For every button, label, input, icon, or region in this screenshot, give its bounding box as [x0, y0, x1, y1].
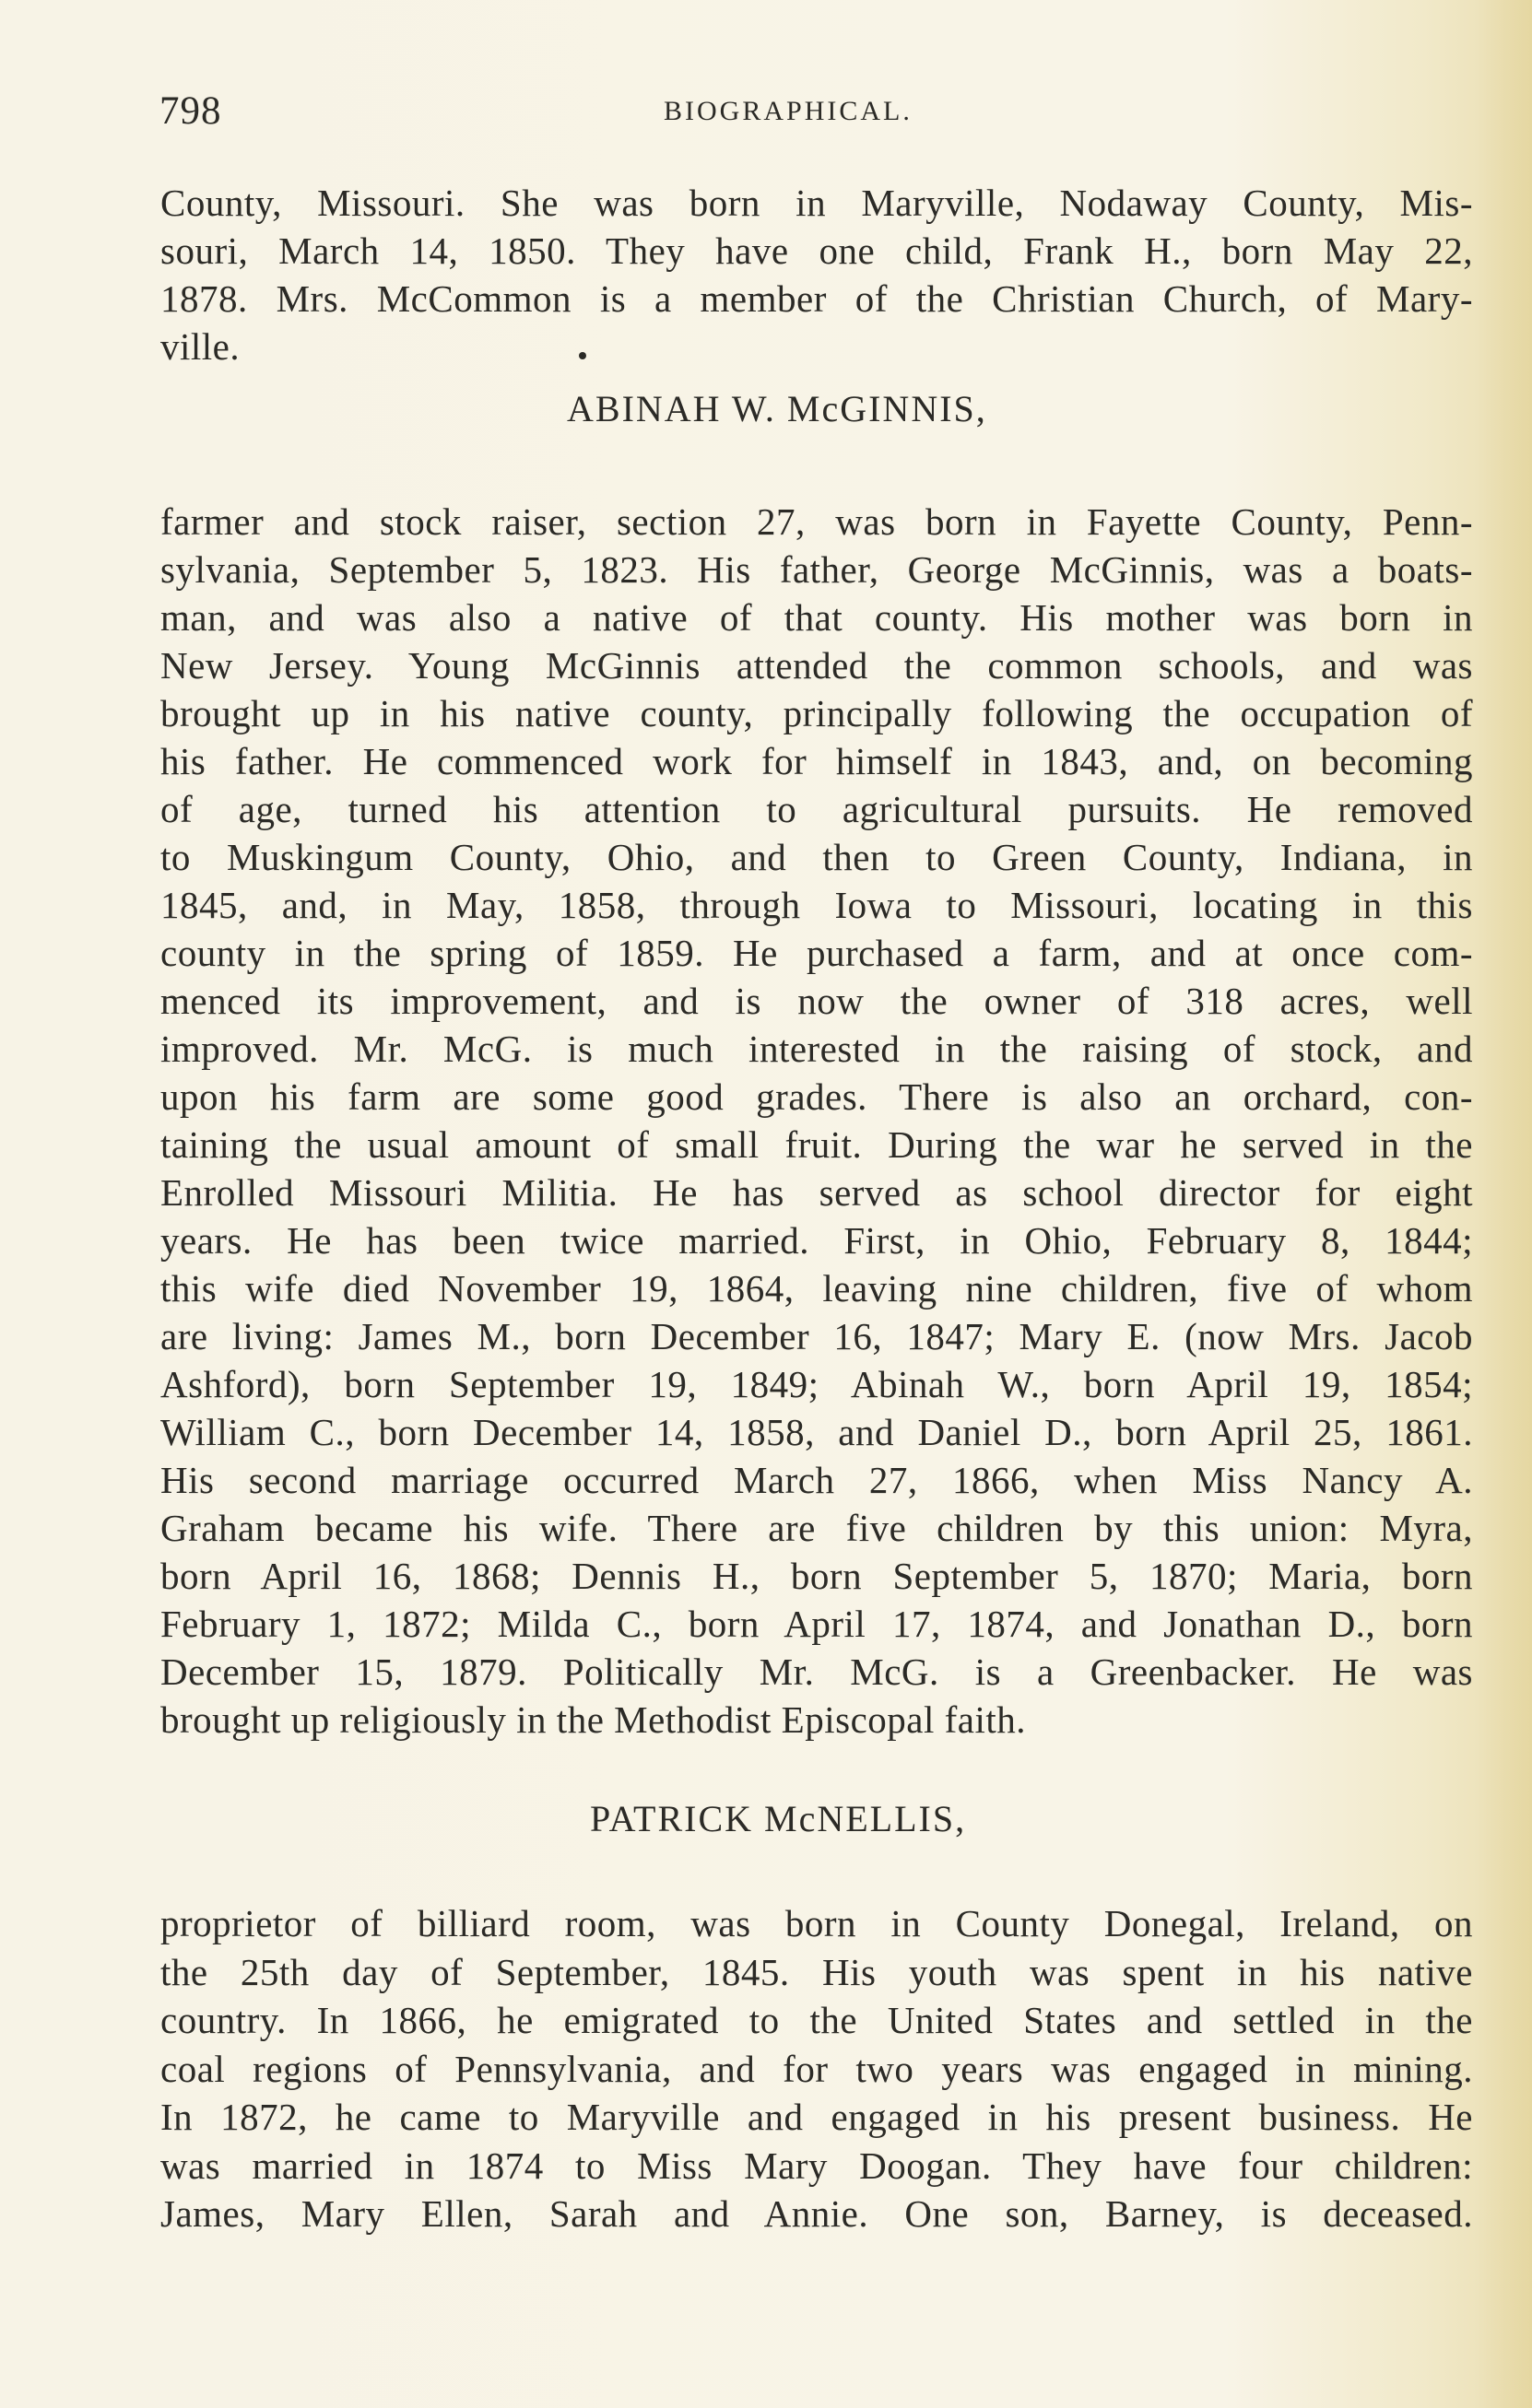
text-line: February 1, 1872; Milda C., born April 17, 1874, and Jonathan D., born — [160, 1603, 1473, 1645]
text-line: 1878. Mrs. McCommon is a member of the Christian Church, of Mary- — [160, 277, 1473, 320]
page-number: 798 — [159, 89, 222, 133]
text-line: years. He has been twice married. First, in Ohio, February 8, 1844; — [160, 1219, 1473, 1262]
text-line: to Muskingum County, Ohio, and then to Green County, Indiana, in — [160, 836, 1473, 878]
text-line: the 25th day of September, 1845. His youth was spent in his native — [160, 1950, 1473, 1993]
text-line: was married in 1874 to Miss Mary Doogan. They have four children: — [160, 2144, 1473, 2187]
text-line: sylvania, September 5, 1823. His father, George McGinnis, was a boats- — [160, 548, 1473, 591]
text-line: coal regions of Pennsylvania, and for two years was engaged in mining. — [160, 2047, 1473, 2090]
text-line: ville. — [160, 325, 241, 368]
text-line: souri, March 14, 1850. They have one child, Frank H., born May 22, — [160, 229, 1473, 272]
text-line: proprietor of billiard room, was born in County Donegal, Ireland, on — [160, 1902, 1473, 1944]
text-line: Enrolled Missouri Militia. He has served as school director for eight — [160, 1171, 1473, 1214]
text-line: brought up religiously in the Methodist Episcopal faith. — [160, 1698, 1026, 1741]
entry-heading-mcginnis: ABINAH W. McGINNIS, — [567, 388, 987, 429]
running-head: BIOGRAPHICAL. — [664, 96, 913, 126]
text-line: taining the usual amount of small fruit. During the war he served in the — [160, 1123, 1473, 1166]
text-line: His second marriage occurred March 27, 1866, when Miss Nancy A. — [160, 1459, 1473, 1501]
text-line: this wife died November 19, 1864, leaving nine children, five of whom — [160, 1267, 1473, 1310]
text-line: of age, turned his attention to agricultural pursuits. He removed — [160, 788, 1473, 830]
entry-body-mcginnis — [160, 498, 1473, 1744]
entry-heading-mcnellis: PATRICK McNELLIS, — [590, 1798, 967, 1839]
text-line: December 15, 1879. Politically Mr. McG. is a Greenbacker. He was — [160, 1650, 1473, 1693]
text-line: man, and was also a native of that county. His mother was born in — [160, 596, 1473, 639]
text-line: County, Missouri. She was born in Maryville, Nodaway County, Mis- — [160, 182, 1473, 224]
text-line: his father. He commenced work for himself in 1843, and, on becoming — [160, 740, 1473, 782]
page-gutter-shadow — [1477, 0, 1532, 2408]
text-line: Graham became his wife. There are five children by this union: Myra, — [160, 1507, 1473, 1549]
text-line: upon his farm are some good grades. There is also an orchard, con- — [160, 1075, 1473, 1118]
text-line: country. In 1866, he emigrated to the United States and settled in the — [160, 1999, 1473, 2041]
text-line: William C., born December 14, 1858, and Daniel D., born April 25, 1861. — [160, 1411, 1473, 1453]
text-line: are living: James M., born December 16, 1847; Mary E. (now Mrs. Jacob — [160, 1315, 1473, 1357]
text-line: county in the spring of 1859. He purchased a farm, and at once com- — [160, 932, 1473, 974]
entry-body-mcnellis — [160, 1899, 1473, 2238]
text-line: born April 16, 1868; Dennis H., born September 5, 1870; Maria, born — [160, 1555, 1473, 1597]
text-line: brought up in his native county, principally following the occupation of — [160, 692, 1473, 734]
text-line: improved. Mr. McG. is much interested in the raising of stock, and — [160, 1028, 1473, 1070]
text-line: James, Mary Ellen, Sarah and Annie. One son, Barney, is deceased. — [160, 2192, 1473, 2235]
ink-speck — [579, 352, 586, 359]
text-line: Ashford), born September 19, 1849; Abinah W., born April 19, 1854; — [160, 1363, 1473, 1405]
text-line: New Jersey. Young McGinnis attended the common schools, and was — [160, 644, 1473, 687]
text-line: 1845, and, in May, 1858, through Iowa to Missouri, locating in this — [160, 884, 1473, 926]
text-line: farmer and stock raiser, section 27, was born in Fayette County, Penn- — [160, 500, 1473, 543]
text-line: In 1872, he came to Maryville and engaged in his present business. He — [160, 2096, 1473, 2138]
continued-paragraph — [160, 179, 1473, 370]
text-line: menced its improvement, and is now the owner of 318 acres, well — [160, 980, 1473, 1022]
